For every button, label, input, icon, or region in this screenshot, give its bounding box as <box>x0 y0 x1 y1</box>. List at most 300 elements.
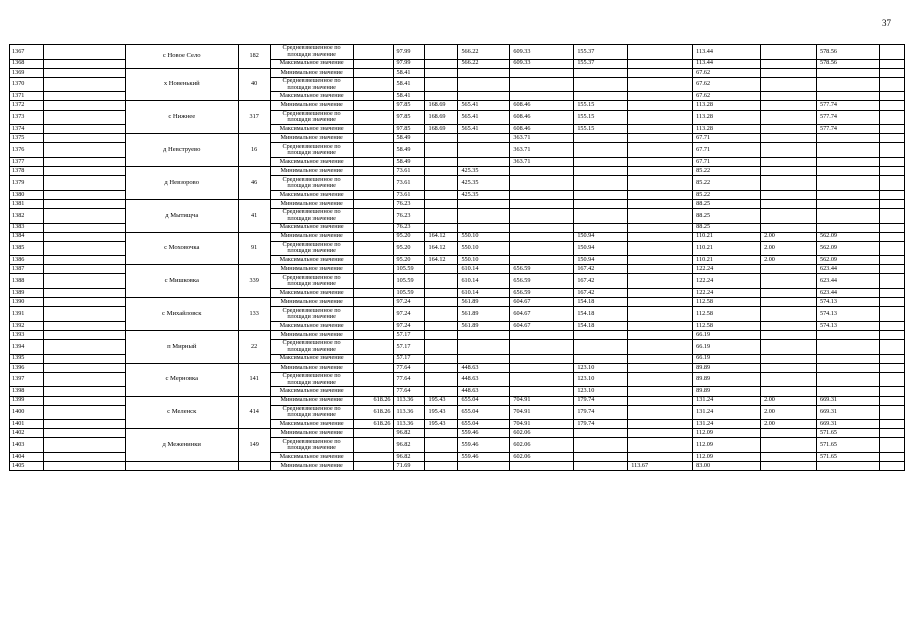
value-cell <box>628 438 693 453</box>
empty-cell <box>43 77 125 92</box>
value-cell <box>816 92 879 101</box>
value-cell: 669.31 <box>816 405 879 420</box>
empty-cell <box>879 462 904 471</box>
lead-value <box>353 438 393 453</box>
value-cell: 113.36 <box>393 396 425 405</box>
value-cell: 105.59 <box>393 274 425 289</box>
settlement-name: с Михайловск <box>125 298 238 331</box>
empty-cell <box>879 405 904 420</box>
empty-cell <box>879 321 904 330</box>
value-cell: 67.62 <box>693 92 761 101</box>
value-cell: 113.28 <box>693 101 761 110</box>
value-cell <box>761 176 817 191</box>
value-cell: 85.22 <box>693 176 761 191</box>
settlement-count: 91 <box>238 232 270 265</box>
lead-value <box>353 157 393 166</box>
empty-cell <box>879 274 904 289</box>
value-cell: 448.63 <box>458 363 510 372</box>
value-kind: Средневзвешенное по площади значение <box>270 340 353 355</box>
value-cell <box>628 68 693 77</box>
value-cell: 571.65 <box>816 438 879 453</box>
lead-value: 618.26 <box>353 396 393 405</box>
value-cell: 57.17 <box>393 354 425 363</box>
row-number: 1400 <box>10 405 44 420</box>
value-cell <box>761 223 817 232</box>
empty-cell <box>43 265 125 274</box>
value-cell: 57.17 <box>393 330 425 339</box>
value-cell <box>458 157 510 166</box>
value-cell: 577.74 <box>816 110 879 125</box>
value-cell: 71.69 <box>393 462 425 471</box>
value-cell: 195.43 <box>425 396 458 405</box>
row-number: 1372 <box>10 101 44 110</box>
value-cell <box>628 45 693 60</box>
value-cell: 550.10 <box>458 256 510 265</box>
value-cell: 704.91 <box>510 405 574 420</box>
value-cell <box>761 59 817 68</box>
value-cell <box>425 298 458 307</box>
value-cell <box>761 167 817 176</box>
value-cell: 113.28 <box>693 125 761 134</box>
empty-cell <box>43 274 125 289</box>
value-cell: 97.85 <box>393 110 425 125</box>
lead-value <box>353 232 393 241</box>
settlement-count: 133 <box>238 298 270 331</box>
value-cell <box>458 340 510 355</box>
settlement-name <box>125 462 238 471</box>
value-cell <box>458 462 510 471</box>
row-number: 1374 <box>10 125 44 134</box>
value-cell: 73.61 <box>393 167 425 176</box>
value-cell <box>761 429 817 438</box>
value-cell: 565.41 <box>458 101 510 110</box>
value-cell: 363.71 <box>510 157 574 166</box>
table-row <box>10 330 905 339</box>
value-cell <box>816 157 879 166</box>
value-cell: 155.15 <box>574 110 628 125</box>
value-cell: 425.35 <box>458 167 510 176</box>
value-cell: 112.09 <box>693 452 761 461</box>
value-cell: 97.85 <box>393 125 425 134</box>
value-cell: 58.49 <box>393 157 425 166</box>
value-cell: 562.09 <box>816 232 879 241</box>
empty-cell <box>879 363 904 372</box>
value-cell: 195.43 <box>425 405 458 420</box>
value-cell <box>761 321 817 330</box>
value-cell: 2.00 <box>761 396 817 405</box>
settlement-name: с Меленск <box>125 396 238 429</box>
settlement-count: 40 <box>238 68 270 101</box>
lead-value <box>353 274 393 289</box>
value-cell <box>816 330 879 339</box>
value-cell: 565.41 <box>458 125 510 134</box>
value-cell <box>761 92 817 101</box>
value-cell <box>510 68 574 77</box>
value-cell: 2.00 <box>761 405 817 420</box>
table-row <box>10 232 905 241</box>
value-cell: 113.36 <box>393 405 425 420</box>
value-cell <box>761 143 817 158</box>
lead-value <box>353 340 393 355</box>
row-number: 1396 <box>10 363 44 372</box>
value-cell <box>628 363 693 372</box>
value-cell: 656.59 <box>510 289 574 298</box>
value-cell: 110.21 <box>693 256 761 265</box>
value-kind: Средневзвешенное по площади значение <box>270 372 353 387</box>
value-cell: 123.10 <box>574 372 628 387</box>
value-cell <box>510 387 574 396</box>
value-cell <box>761 134 817 143</box>
value-cell: 67.71 <box>693 157 761 166</box>
value-cell <box>761 387 817 396</box>
value-cell: 113.36 <box>393 420 425 429</box>
value-cell: 602.06 <box>510 438 574 453</box>
settlement-count: 339 <box>238 265 270 298</box>
value-cell: 168.69 <box>425 110 458 125</box>
value-cell: 448.63 <box>458 372 510 387</box>
row-number: 1388 <box>10 274 44 289</box>
empty-cell <box>879 223 904 232</box>
value-kind: Средневзвешенное по площади значение <box>270 143 353 158</box>
value-cell <box>816 167 879 176</box>
value-cell <box>510 190 574 199</box>
empty-cell <box>879 45 904 60</box>
value-kind: Средневзвешенное по площади значение <box>270 45 353 60</box>
row-number: 1401 <box>10 420 44 429</box>
value-cell: 97.24 <box>393 321 425 330</box>
settlement-name: с Новое Село <box>125 45 238 69</box>
empty-cell <box>879 307 904 322</box>
value-cell <box>761 101 817 110</box>
lead-value <box>353 176 393 191</box>
value-cell <box>628 190 693 199</box>
value-cell <box>510 354 574 363</box>
value-cell: 131.24 <box>693 396 761 405</box>
value-cell <box>761 354 817 363</box>
value-cell: 655.04 <box>458 396 510 405</box>
value-kind: Максимальное значение <box>270 420 353 429</box>
value-cell: 562.09 <box>816 241 879 256</box>
value-cell: 97.99 <box>393 45 425 60</box>
value-cell: 559.46 <box>458 452 510 461</box>
value-cell: 77.64 <box>393 387 425 396</box>
lead-value <box>353 298 393 307</box>
empty-cell <box>43 241 125 256</box>
empty-cell <box>879 77 904 92</box>
value-cell <box>628 101 693 110</box>
value-cell <box>510 223 574 232</box>
value-cell: 77.64 <box>393 363 425 372</box>
lead-value <box>353 208 393 223</box>
value-cell: 110.21 <box>693 241 761 256</box>
lead-value <box>353 101 393 110</box>
value-cell <box>574 176 628 191</box>
value-kind: Минимальное значение <box>270 462 353 471</box>
value-kind: Максимальное значение <box>270 354 353 363</box>
lead-value <box>353 387 393 396</box>
value-cell: 89.89 <box>693 372 761 387</box>
table-row <box>10 167 905 176</box>
value-cell <box>574 190 628 199</box>
value-cell <box>628 330 693 339</box>
value-cell: 95.20 <box>393 256 425 265</box>
value-cell: 57.17 <box>393 340 425 355</box>
value-cell: 561.89 <box>458 321 510 330</box>
value-kind: Максимальное значение <box>270 190 353 199</box>
value-cell: 610.14 <box>458 289 510 298</box>
row-number: 1394 <box>10 340 44 355</box>
empty-cell <box>879 176 904 191</box>
value-cell <box>816 340 879 355</box>
empty-cell <box>43 134 125 143</box>
value-kind: Средневзвешенное по площади значение <box>270 176 353 191</box>
empty-cell <box>879 110 904 125</box>
lead-value <box>353 68 393 77</box>
empty-cell <box>879 190 904 199</box>
row-number: 1391 <box>10 307 44 322</box>
value-cell <box>628 321 693 330</box>
settlement-name: с Мерновка <box>125 363 238 396</box>
row-number: 1381 <box>10 199 44 208</box>
value-cell <box>425 462 458 471</box>
data-table <box>9 44 905 471</box>
value-cell <box>761 265 817 274</box>
value-cell: 574.13 <box>816 298 879 307</box>
value-cell <box>628 110 693 125</box>
value-cell: 164.12 <box>425 256 458 265</box>
empty-cell <box>43 429 125 438</box>
value-cell: 150.94 <box>574 232 628 241</box>
value-cell <box>761 110 817 125</box>
value-cell <box>761 372 817 387</box>
value-cell <box>574 208 628 223</box>
settlement-name: с Нижнее <box>125 101 238 134</box>
value-cell: 602.06 <box>510 429 574 438</box>
table-row <box>10 298 905 307</box>
empty-cell <box>43 452 125 461</box>
value-cell <box>574 77 628 92</box>
lead-value <box>353 354 393 363</box>
value-cell: 112.09 <box>693 429 761 438</box>
value-cell: 602.06 <box>510 452 574 461</box>
row-number: 1371 <box>10 92 44 101</box>
value-cell <box>628 289 693 298</box>
value-cell: 131.24 <box>693 405 761 420</box>
empty-cell <box>43 101 125 110</box>
lead-value <box>353 199 393 208</box>
value-cell: 154.18 <box>574 321 628 330</box>
settlement-name: д Мытищча <box>125 199 238 232</box>
empty-cell <box>879 429 904 438</box>
empty-cell <box>43 92 125 101</box>
settlement-count: 46 <box>238 167 270 200</box>
settlement-count: 141 <box>238 363 270 396</box>
settlement-name: д Меженинки <box>125 429 238 462</box>
value-cell <box>510 199 574 208</box>
empty-cell <box>879 396 904 405</box>
empty-cell <box>43 176 125 191</box>
value-kind: Максимальное значение <box>270 125 353 134</box>
table-row <box>10 68 905 77</box>
empty-cell <box>43 438 125 453</box>
value-cell: 155.15 <box>574 101 628 110</box>
value-kind: Средневзвешенное по площади значение <box>270 241 353 256</box>
value-cell <box>761 77 817 92</box>
value-cell <box>458 92 510 101</box>
value-cell: 623.44 <box>816 289 879 298</box>
value-cell <box>816 363 879 372</box>
value-cell: 113.44 <box>693 45 761 60</box>
value-cell <box>574 199 628 208</box>
value-cell: 164.12 <box>425 232 458 241</box>
empty-cell <box>43 405 125 420</box>
empty-cell <box>43 340 125 355</box>
empty-cell <box>43 321 125 330</box>
value-kind: Минимальное значение <box>270 265 353 274</box>
row-number: 1402 <box>10 429 44 438</box>
value-cell <box>628 307 693 322</box>
empty-cell <box>43 45 125 60</box>
value-cell: 66.19 <box>693 330 761 339</box>
value-cell: 167.42 <box>574 289 628 298</box>
row-number: 1390 <box>10 298 44 307</box>
value-cell <box>816 68 879 77</box>
value-cell: 58.49 <box>393 134 425 143</box>
value-cell <box>816 190 879 199</box>
lead-value <box>353 134 393 143</box>
value-cell <box>628 452 693 461</box>
empty-cell <box>879 387 904 396</box>
value-cell <box>458 208 510 223</box>
settlement-count: 414 <box>238 396 270 429</box>
value-cell <box>458 134 510 143</box>
value-cell: 167.42 <box>574 274 628 289</box>
empty-cell <box>43 363 125 372</box>
value-cell: 609.33 <box>510 59 574 68</box>
value-cell: 77.64 <box>393 372 425 387</box>
value-cell <box>816 462 879 471</box>
value-kind: Средневзвешенное по площади значение <box>270 274 353 289</box>
lead-value <box>353 167 393 176</box>
empty-cell <box>43 232 125 241</box>
value-cell: 66.19 <box>693 354 761 363</box>
value-cell <box>628 387 693 396</box>
value-cell <box>458 68 510 77</box>
value-cell <box>761 157 817 166</box>
value-cell: 95.20 <box>393 241 425 256</box>
value-cell: 113.67 <box>628 462 693 471</box>
value-cell <box>425 387 458 396</box>
lead-value <box>353 223 393 232</box>
lead-value <box>353 462 393 471</box>
empty-cell <box>43 354 125 363</box>
value-cell: 88.25 <box>693 208 761 223</box>
value-cell <box>510 330 574 339</box>
value-cell: 96.82 <box>393 429 425 438</box>
row-number: 1369 <box>10 68 44 77</box>
row-number: 1403 <box>10 438 44 453</box>
value-cell <box>628 241 693 256</box>
value-cell <box>425 77 458 92</box>
value-cell <box>628 143 693 158</box>
value-cell: 574.13 <box>816 307 879 322</box>
settlement-name: х Новенький <box>125 68 238 101</box>
value-cell: 76.23 <box>393 208 425 223</box>
empty-cell <box>879 438 904 453</box>
empty-cell <box>43 223 125 232</box>
value-cell: 85.22 <box>693 190 761 199</box>
value-kind: Средневзвешенное по площади значение <box>270 405 353 420</box>
value-kind: Средневзвешенное по площади значение <box>270 307 353 322</box>
settlement-name: п Мирный <box>125 330 238 363</box>
lead-value <box>353 45 393 60</box>
value-cell <box>574 354 628 363</box>
empty-cell <box>879 92 904 101</box>
settlement-count: 41 <box>238 199 270 232</box>
value-cell <box>628 265 693 274</box>
value-cell: 363.71 <box>510 134 574 143</box>
value-cell: 566.22 <box>458 45 510 60</box>
value-cell <box>574 438 628 453</box>
lead-value <box>353 363 393 372</box>
value-cell: 76.23 <box>393 223 425 232</box>
value-cell <box>761 289 817 298</box>
value-cell <box>761 340 817 355</box>
empty-cell <box>879 340 904 355</box>
lead-value: 618.26 <box>353 420 393 429</box>
value-cell: 58.41 <box>393 77 425 92</box>
value-cell <box>510 462 574 471</box>
lead-value: 618.26 <box>353 405 393 420</box>
empty-cell <box>43 110 125 125</box>
value-cell: 66.19 <box>693 340 761 355</box>
value-cell <box>510 340 574 355</box>
value-cell <box>761 274 817 289</box>
value-cell <box>574 92 628 101</box>
empty-cell <box>879 157 904 166</box>
value-cell <box>425 143 458 158</box>
value-cell <box>761 68 817 77</box>
value-cell: 67.71 <box>693 143 761 158</box>
row-number: 1404 <box>10 452 44 461</box>
value-cell: 574.13 <box>816 321 879 330</box>
value-cell: 2.00 <box>761 232 817 241</box>
value-cell <box>425 92 458 101</box>
value-kind: Максимальное значение <box>270 157 353 166</box>
row-number: 1405 <box>10 462 44 471</box>
value-cell: 155.15 <box>574 125 628 134</box>
value-cell <box>574 157 628 166</box>
row-number: 1378 <box>10 167 44 176</box>
settlement-name: д Невструево <box>125 134 238 167</box>
value-cell <box>628 232 693 241</box>
value-cell: 112.09 <box>693 438 761 453</box>
value-cell <box>628 429 693 438</box>
value-cell <box>425 265 458 274</box>
value-cell <box>628 77 693 92</box>
value-cell <box>816 354 879 363</box>
value-kind: Максимальное значение <box>270 452 353 461</box>
row-number: 1379 <box>10 176 44 191</box>
value-cell: 105.59 <box>393 265 425 274</box>
value-kind: Минимальное значение <box>270 330 353 339</box>
value-cell <box>761 45 817 60</box>
value-cell: 195.43 <box>425 420 458 429</box>
empty-cell <box>43 462 125 471</box>
empty-cell <box>879 265 904 274</box>
lead-value <box>353 289 393 298</box>
lead-value <box>353 372 393 387</box>
